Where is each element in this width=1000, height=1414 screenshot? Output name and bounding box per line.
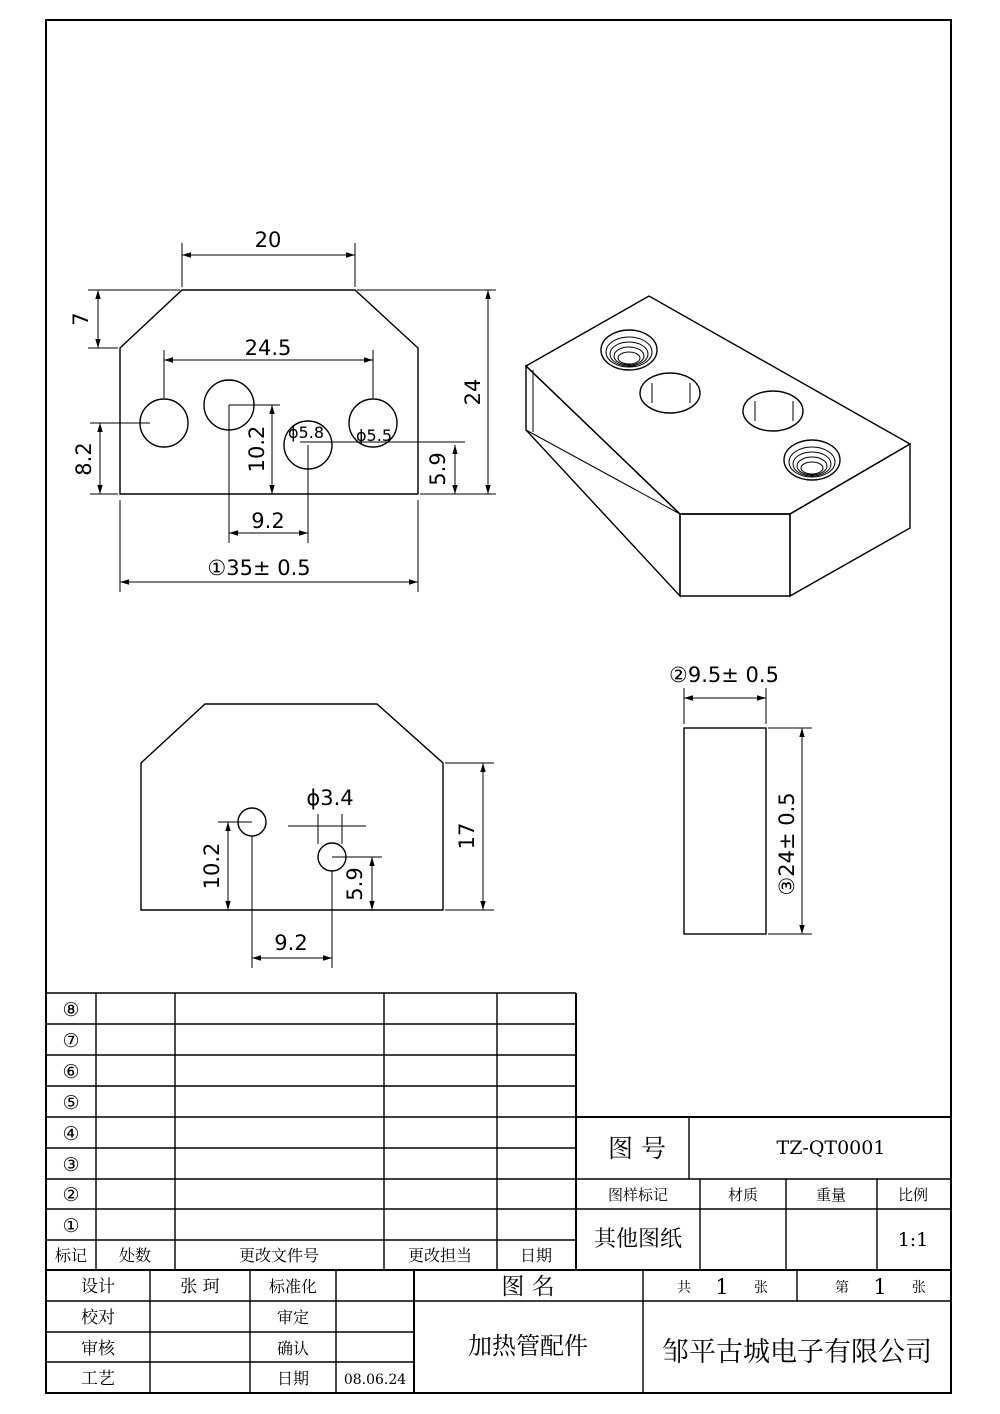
sheet-number: 1	[873, 1275, 887, 1299]
date-label: 日期	[276, 1369, 310, 1388]
through-hole-icon	[640, 373, 700, 413]
check-label: 校对	[81, 1308, 115, 1328]
revision-row-mark: ⑦	[62, 1030, 80, 1052]
isometric-view	[526, 296, 910, 596]
review-label: 审核	[81, 1339, 115, 1359]
bottom-view-outline	[141, 704, 443, 910]
revision-header: 日期	[519, 1246, 553, 1265]
date-value: 08.06.24	[343, 1372, 407, 1388]
title-block	[576, 1117, 951, 1270]
revision-row-mark: ⑧	[62, 999, 80, 1021]
part-name-label: 图 名	[501, 1274, 555, 1300]
col-label-material: 材质	[727, 1186, 759, 1204]
top-view	[69, 228, 496, 592]
revision-row-mark: ③	[62, 1154, 80, 1176]
dim-hole-spacing: 9.2	[251, 509, 285, 533]
dim-dia-a: ϕ5.8	[288, 423, 324, 442]
company-name: 邹平古城电子有限公司	[662, 1337, 932, 1368]
side-view-outline	[684, 728, 766, 934]
dim-height: 24	[461, 378, 485, 406]
revision-row-mark: ⑤	[62, 1092, 80, 1114]
threaded-hole-icon	[601, 330, 657, 370]
revision-header: 标记	[54, 1246, 88, 1265]
dim-bottom-height: 17	[455, 822, 479, 850]
side-view	[669, 663, 812, 934]
drawing-mark-value: 其他图纸	[593, 1227, 683, 1252]
sheet-unit: 张	[912, 1280, 926, 1296]
dim-dia-b: ϕ5.5	[356, 426, 392, 445]
revision-row-mark: ⑥	[62, 1061, 80, 1083]
dim-hole-left-height: 8.2	[72, 442, 96, 476]
revision-header: 处数	[118, 1246, 152, 1265]
sheets-total: 1	[715, 1275, 729, 1299]
revision-table	[46, 993, 951, 1270]
sheets-total-prefix: 共	[677, 1280, 691, 1296]
dim-chamfer-height: 7	[69, 312, 93, 326]
dim-hole-right-height: 5.9	[426, 452, 450, 486]
standardization-label: 标准化	[268, 1277, 318, 1296]
col-label-weight: 重量	[815, 1186, 847, 1204]
revision-row-mark: ②	[62, 1184, 80, 1206]
dim-hole-mid-height: 10.2	[245, 425, 269, 473]
approve-label: 审定	[276, 1308, 310, 1327]
dim-overall-width: ①35± 0.5	[207, 556, 311, 580]
part-name: 加热管配件	[468, 1332, 588, 1360]
sheet-number-prefix: 第	[835, 1280, 849, 1296]
col-label-mark: 图样标记	[607, 1186, 669, 1204]
revision-row-mark: ④	[62, 1123, 80, 1145]
scale-value: 1:1	[897, 1229, 929, 1251]
col-label-scale: 比例	[897, 1186, 929, 1204]
drawing-number: TZ-QT0001	[776, 1137, 886, 1159]
drawing-number-label: 图 号	[608, 1134, 666, 1163]
dim-side-height: ③24± 0.5	[775, 792, 799, 896]
dim-hole-span: 24.5	[244, 336, 292, 360]
dim-bottom-hole-spacing: 9.2	[274, 931, 308, 955]
revision-header: 更改担当	[407, 1246, 473, 1265]
dim-bottom-hole-h1: 10.2	[200, 842, 224, 890]
process-label: 工艺	[81, 1369, 115, 1389]
sheets-unit: 张	[754, 1280, 768, 1296]
revision-row-mark: ①	[62, 1215, 80, 1237]
dim-width-top: 20	[254, 228, 282, 252]
dim-side-thickness: ②9.5± 0.5	[669, 663, 779, 687]
through-hole-icon	[743, 391, 803, 431]
bottom-view	[141, 704, 494, 968]
dim-bottom-hole-h2: 5.9	[343, 867, 367, 901]
signature-block	[46, 1270, 951, 1393]
design-label: 设计	[81, 1277, 115, 1297]
revision-header: 更改文件号	[238, 1246, 320, 1265]
designer-name: 张 珂	[180, 1277, 220, 1297]
confirm-label: 确认	[276, 1339, 310, 1358]
dim-bottom-dia: ϕ3.4	[306, 786, 354, 810]
threaded-hole-icon	[784, 440, 840, 480]
